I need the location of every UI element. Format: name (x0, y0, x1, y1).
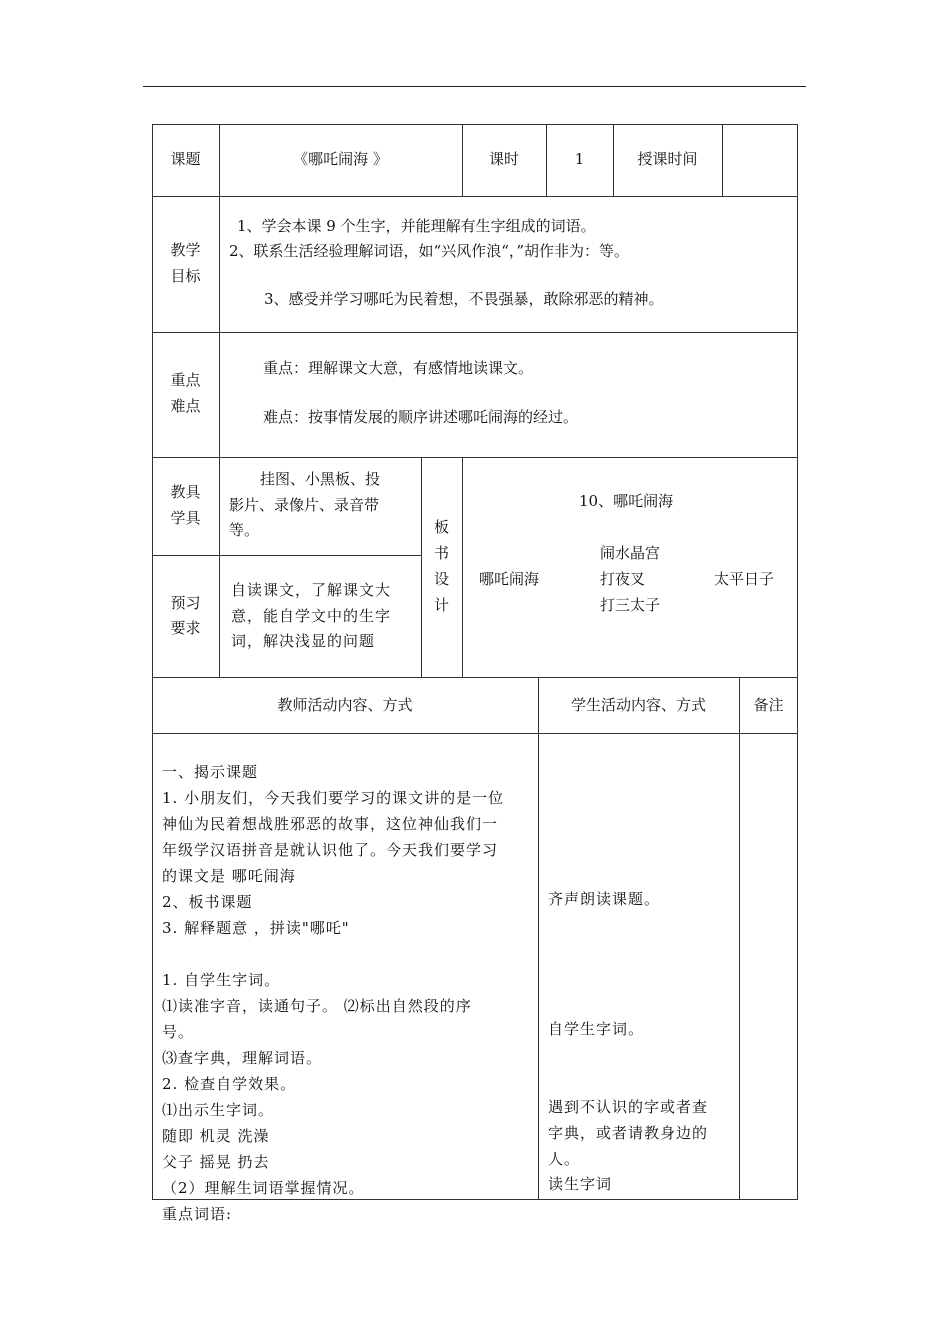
objective-item: 2、联系生活经验理解词语，如“兴风作浪“，”胡作非为：等。 (229, 242, 630, 260)
row-divider (152, 677, 798, 678)
keypoints-label-1: 重点 (170, 371, 201, 389)
board-item: 打夜叉 (600, 570, 646, 588)
col-divider (219, 124, 220, 677)
tools-line: 挂图、小黑板、投 (260, 470, 381, 488)
teacher-line: 重点词语: (162, 1205, 233, 1223)
row-divider (152, 332, 798, 333)
difficult-point-text: 难点：按事情发展的顺序讲述哪吒闹海的经过。 (263, 408, 579, 426)
objective-item: 1、学会本课 9 个生字，并能理解有生字组成的词语。 (237, 217, 596, 235)
teacher-line: 一、揭示课题 (162, 763, 259, 781)
col-divider (722, 124, 723, 196)
student-note: 人。 (548, 1150, 581, 1168)
board-right: 太平日子 (714, 570, 775, 588)
col-divider (739, 677, 740, 1200)
teacher-line: ⑴出示生字词。 (162, 1101, 275, 1119)
student-note: 自学生字词。 (548, 1020, 645, 1038)
topic-value: 《哪吒闹海 》 (293, 150, 388, 168)
student-note: 齐声朗读课题。 (548, 890, 661, 908)
period-label: 课时 (488, 150, 519, 168)
preview-line: 意，能自学文中的生字 (231, 607, 392, 625)
time-label: 授课时间 (637, 150, 698, 168)
period-value: 1 (574, 150, 585, 168)
teacher-line: 1. 小朋友们，今天我们要学习的课文讲的是一位 (162, 789, 505, 807)
board-label-char: 设 (433, 570, 449, 588)
student-activity-header: 学生活动内容、方式 (570, 696, 706, 714)
teacher-line: 的课文是 哪吒闹海 (162, 867, 296, 885)
teacher-line: 神仙为民着想战胜邪恶的故事，这位神仙我们一 (162, 815, 499, 833)
notes-header: 备注 (753, 696, 784, 714)
preview-line: 自读课文，了解课文大 (231, 581, 392, 599)
keypoints-label-2: 难点 (170, 397, 201, 415)
tools-label-2: 学具 (170, 509, 201, 527)
objectives-label-2: 目标 (170, 267, 201, 285)
col-divider (462, 457, 463, 677)
preview-label-1: 预习 (170, 594, 201, 612)
preview-label-2: 要求 (170, 619, 201, 637)
board-label-char: 板 (433, 518, 449, 536)
teacher-line: 2、板书课题 (162, 893, 253, 911)
preview-line: 词，解决浅显的问题 (231, 632, 376, 650)
board-title: 10、哪吒闹海 (579, 492, 674, 510)
col-divider (538, 677, 539, 1200)
student-note: 遇到不认识的字或者查 (548, 1098, 709, 1116)
teacher-line: （2）理解生词语掌握情况。 (162, 1179, 365, 1197)
board-left: 哪吒闹海 (479, 570, 540, 588)
board-item: 打三太子 (600, 596, 661, 614)
tools-line: 影片、录像片、录音带 (229, 496, 380, 514)
teacher-line: 3. 解释题意 ，拼读"哪吒" (162, 919, 350, 937)
header-rule (143, 86, 806, 87)
tools-line: 等。 (229, 521, 260, 539)
board-item: 闹水晶宫 (600, 544, 661, 562)
student-note: 读生字词 (548, 1175, 613, 1193)
teacher-line: 年级学汉语拼音是就认识他了。今天我们要学习 (162, 841, 499, 859)
objectives-label-1: 教学 (170, 241, 201, 259)
teacher-line: 2. 检查自学效果。 (162, 1075, 297, 1093)
row-divider (152, 555, 421, 556)
key-point-text: 重点：理解课文大意，有感情地读课文。 (263, 359, 534, 377)
teacher-activities (162, 733, 534, 1253)
row-divider (152, 196, 798, 197)
teacher-line: 父子 摇晃 扔去 (162, 1153, 270, 1171)
row-divider (152, 457, 798, 458)
teacher-line: 1. 自学生字词。 (162, 971, 281, 989)
student-note: 字典，或者请教身边的 (548, 1124, 709, 1142)
board-label-char: 书 (433, 544, 449, 562)
teacher-line: ⑶查字典，理解词语。 (162, 1049, 323, 1067)
board-label-char: 计 (433, 596, 449, 614)
topic-label: 课题 (170, 150, 201, 168)
teacher-line: 随即 机灵 洗澡 (162, 1127, 270, 1145)
teacher-line: ⑴读准字音，读通句子。 ⑵标出自然段的序 (162, 997, 472, 1015)
teacher-line: 号。 (162, 1023, 195, 1041)
objective-item: 3、感受并学习哪吒为民着想，不畏强暴，敢除邪恶的精神。 (264, 290, 664, 308)
teacher-activity-header: 教师活动内容、方式 (277, 696, 413, 714)
tools-label-1: 教具 (170, 483, 201, 501)
teacher-line (162, 941, 534, 967)
